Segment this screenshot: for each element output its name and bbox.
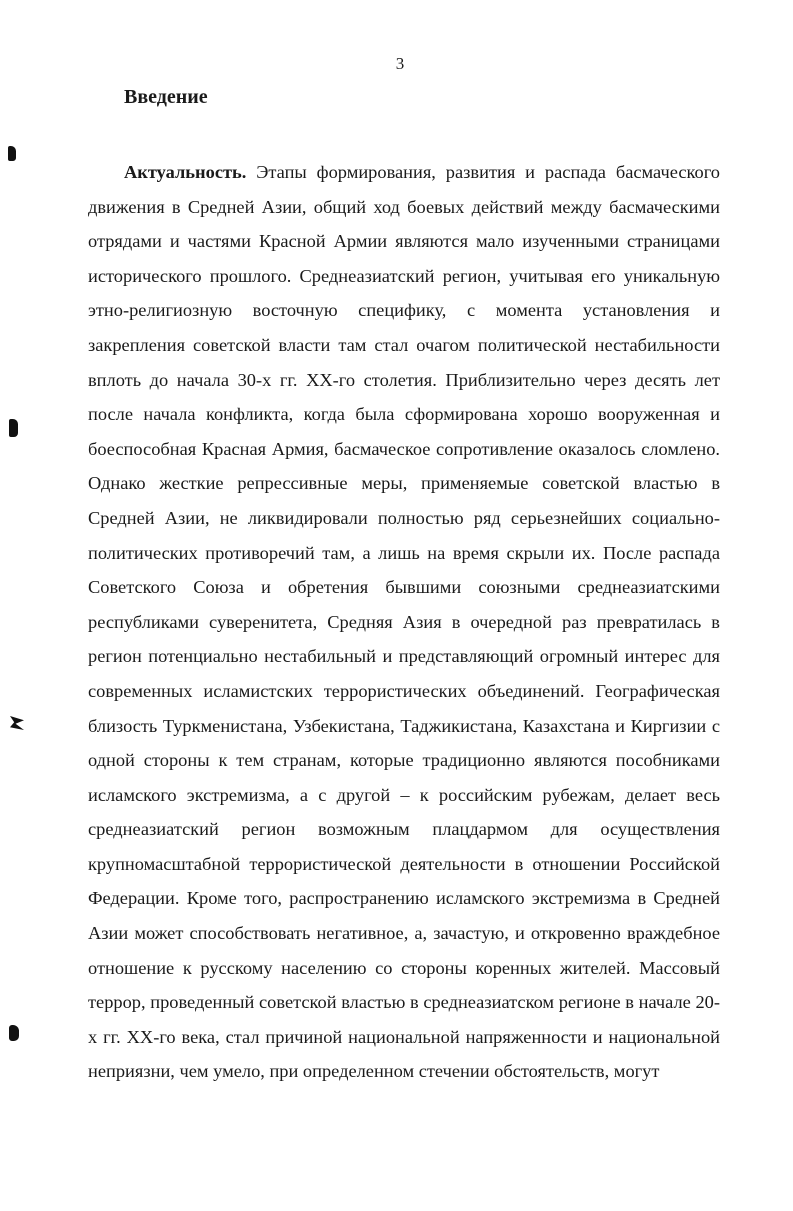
- binding-mark-top: [8, 146, 16, 161]
- section-heading: Введение: [124, 86, 208, 108]
- binding-mark-bottom: [9, 1025, 19, 1041]
- page-number: 3: [395, 54, 405, 73]
- binding-mark-lower: [10, 716, 24, 730]
- paragraph-text: Этапы формирования, развития и распада басмаческого движения в Средней Азии, общий ход боевых действий между басмаческими отрядами и частями Красной Армии являются мало изученными страницами исторического прошлого. Среднеазиатский регион, учитывая его уникальную этно-религиозную восточную специфику, с момента установления и закрепления советской власти там стал очагом политической нестабильности вплоть до начала 30-х гг. XX-го столетия. Приблизительно через десять лет после начала конфликта, когда была сформирована хорошо вооруженная и боеспособная Красная Армия, басмаческое сопротивление оказалось сломлено. Однако жесткие репрессивные меры, применяемые советской властью в Средней Азии, не ликвидировали полностью ряд серьезнейших социально-политических противоречий там, а лишь на время скрыли их. После распада Советского Союза и обретения бывшими союзными среднеазиатскими республиками суверенитета, Средняя Азия в очередной раз превратилась в регион потенциально нестабильный и представляющий огромный интерес для современных исламистских террористических объединений. Географическая близость Туркменистана, Узбекистана, Таджикистана, Казахстана и Киргизии с одной стороны к тем странам, которые традиционно являются пособниками исламского экстремизма, а с другой – к российским рубежам, делает весь среднеазиатский регион возможным плацдармом для осуществления крупномасштабной террористической деятельности в отношении Российской Федерации. Кроме того, распространению исламского экстремизма в Средней Азии может способствовать негативное, а, зачастую, и откровенно враждебное отношение к русскому населению со стороны коренных жителей. Массовый террор, проведенный советской властью в среднеазиатском регионе в начале 20-х гг. XX-го века, стал причиной национальной напряженности и национальной неприязни, чем умело, при определенном стечении обстоятельств, могут: [88, 162, 720, 1082]
- binding-mark-upper: [9, 419, 18, 437]
- body-paragraph: [88, 155, 720, 1089]
- paragraph-lead: Актуальность.: [124, 162, 247, 182]
